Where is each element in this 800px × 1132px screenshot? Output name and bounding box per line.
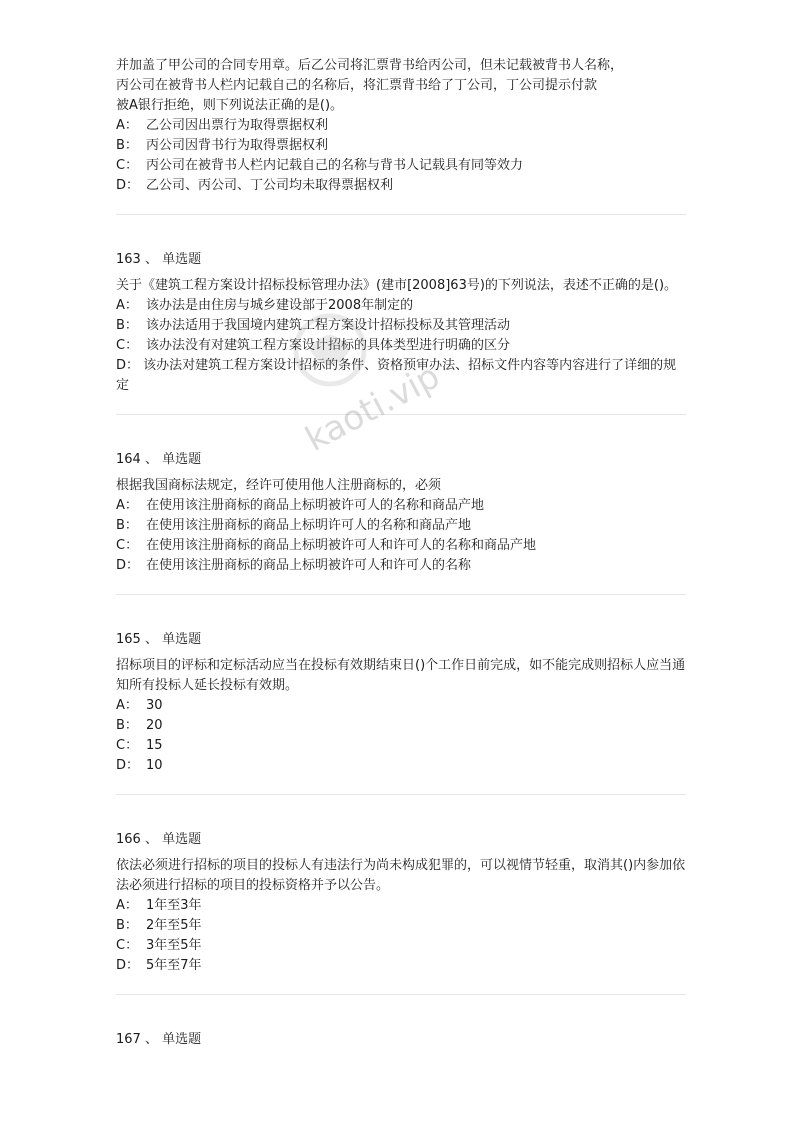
option-text: 该办法适用于我国境内建筑工程方案设计招标投标及其管理活动 bbox=[146, 318, 511, 333]
option-key: B： bbox=[116, 138, 138, 153]
option-key: D： bbox=[116, 358, 140, 373]
question-number: 164 、 单选题 bbox=[116, 452, 202, 467]
option-item bbox=[116, 516, 686, 536]
option-item bbox=[116, 696, 686, 716]
option-key: C： bbox=[116, 938, 139, 953]
question-stem: 招标项目的评标和定标活动应当在投标有效期结束日()个工作日前完成，如不能完成则招标人应当通知所有投标人延长投标有效期。 bbox=[116, 658, 686, 693]
option-key: A： bbox=[116, 498, 138, 513]
question-stem: 依法必须进行招标的项目的投标人有违法行为尚未构成犯罪的，可以视情节轻重，取消其()内参加依法必须进行招标的项目的投标资格并予以公告。 bbox=[116, 858, 686, 893]
divider bbox=[116, 214, 686, 215]
question-number: 166 、 单选题 bbox=[116, 832, 202, 847]
document-page bbox=[116, 56, 686, 1056]
option-key: D： bbox=[116, 958, 140, 973]
option-text: 在使用该注册商标的商品上标明被许可人和许可人的名称和商品产地 bbox=[146, 538, 537, 553]
option-text: 丙公司在被背书人栏内记载自己的名称与背书人记载具有同等效力 bbox=[146, 158, 524, 173]
divider bbox=[116, 594, 686, 595]
option-text: 30 bbox=[146, 698, 163, 713]
option-text: 15 bbox=[146, 738, 163, 753]
question-number: 165 、 单选题 bbox=[116, 632, 202, 647]
question-166 bbox=[116, 830, 686, 976]
option-item bbox=[116, 756, 686, 776]
watermark-text: kaoti.vip bbox=[299, 356, 447, 460]
option-text: 20 bbox=[146, 718, 163, 733]
intro-stem-line: 并加盖了甲公司的合同专用章。后乙公司将汇票背书给丙公司，但未记载被背书人名称， bbox=[116, 58, 624, 73]
option-item bbox=[116, 716, 686, 736]
question-163 bbox=[116, 250, 686, 396]
option-item bbox=[116, 556, 686, 576]
option-text: 1年至3年 bbox=[146, 898, 202, 913]
option-key: A： bbox=[116, 698, 138, 713]
option-item bbox=[116, 296, 686, 316]
question-165 bbox=[116, 630, 686, 776]
intro-question bbox=[116, 56, 686, 196]
option-text: 在使用该注册商标的商品上标明许可人的名称和商品产地 bbox=[146, 518, 472, 533]
option-item bbox=[116, 536, 686, 556]
option-key: B： bbox=[116, 518, 138, 533]
option-text: 在使用该注册商标的商品上标明被许可人和许可人的名称 bbox=[146, 558, 472, 573]
divider bbox=[116, 794, 686, 795]
option-item bbox=[116, 356, 686, 396]
option-text: 该办法对建筑工程方案设计招标的条件、资格预审办法、招标文件内容等内容进行了详细的规定 bbox=[116, 358, 677, 393]
option-key: D： bbox=[116, 758, 140, 773]
option-text: 2年至5年 bbox=[146, 918, 202, 933]
option-item bbox=[116, 336, 686, 356]
question-stem: 根据我国商标法规定，经许可使用他人注册商标的，必须 bbox=[116, 478, 442, 493]
option-item bbox=[116, 916, 686, 936]
option-key: C： bbox=[116, 338, 139, 353]
option-item bbox=[116, 736, 686, 756]
option-text: 丙公司因背书行为取得票据权利 bbox=[146, 138, 329, 153]
divider bbox=[116, 994, 686, 995]
intro-stem-line: 丙公司在被背书人栏内记载自己的名称后，将汇票背书给了丁公司，丁公司提示付款 bbox=[116, 78, 598, 93]
option-text: 该办法是由住房与城乡建设部于2008年制定的 bbox=[146, 298, 414, 313]
option-key: A： bbox=[116, 898, 138, 913]
option-key: A： bbox=[116, 118, 138, 133]
question-number: 167 、 单选题 bbox=[116, 1032, 202, 1047]
option-text: 该办法没有对建筑工程方案设计招标的具体类型进行明确的区分 bbox=[146, 338, 511, 353]
option-item bbox=[116, 316, 686, 336]
option-key: A： bbox=[116, 298, 138, 313]
option-item bbox=[116, 156, 686, 176]
option-item bbox=[116, 936, 686, 956]
option-text: 在使用该注册商标的商品上标明被许可人的名称和商品产地 bbox=[146, 498, 485, 513]
option-key: C： bbox=[116, 538, 139, 553]
option-item bbox=[116, 176, 686, 196]
option-text: 乙公司因出票行为取得票据权利 bbox=[146, 118, 329, 133]
option-text: 3年至5年 bbox=[146, 938, 202, 953]
divider bbox=[116, 414, 686, 415]
option-key: C： bbox=[116, 158, 139, 173]
option-key: D： bbox=[116, 178, 140, 193]
question-164 bbox=[116, 450, 686, 576]
option-key: B： bbox=[116, 918, 138, 933]
option-item bbox=[116, 136, 686, 156]
option-item bbox=[116, 116, 686, 136]
question-167 bbox=[116, 1030, 686, 1050]
option-item bbox=[116, 896, 686, 916]
option-item bbox=[116, 496, 686, 516]
intro-stem-line: 被A银行拒绝，则下列说法正确的是()。 bbox=[116, 98, 344, 113]
option-text: 5年至7年 bbox=[146, 958, 202, 973]
option-text: 乙公司、丙公司、丁公司均未取得票据权利 bbox=[146, 178, 394, 193]
question-number: 163 、 单选题 bbox=[116, 252, 202, 267]
option-key: B： bbox=[116, 318, 138, 333]
option-key: C： bbox=[116, 738, 139, 753]
question-stem: 关于《建筑工程方案设计招标投标管理办法》(建市[2008]63号)的下列说法，表述不正确的是()。 bbox=[116, 278, 678, 293]
option-key: B： bbox=[116, 718, 138, 733]
option-key: D： bbox=[116, 558, 140, 573]
option-text: 10 bbox=[146, 758, 163, 773]
option-item bbox=[116, 956, 686, 976]
